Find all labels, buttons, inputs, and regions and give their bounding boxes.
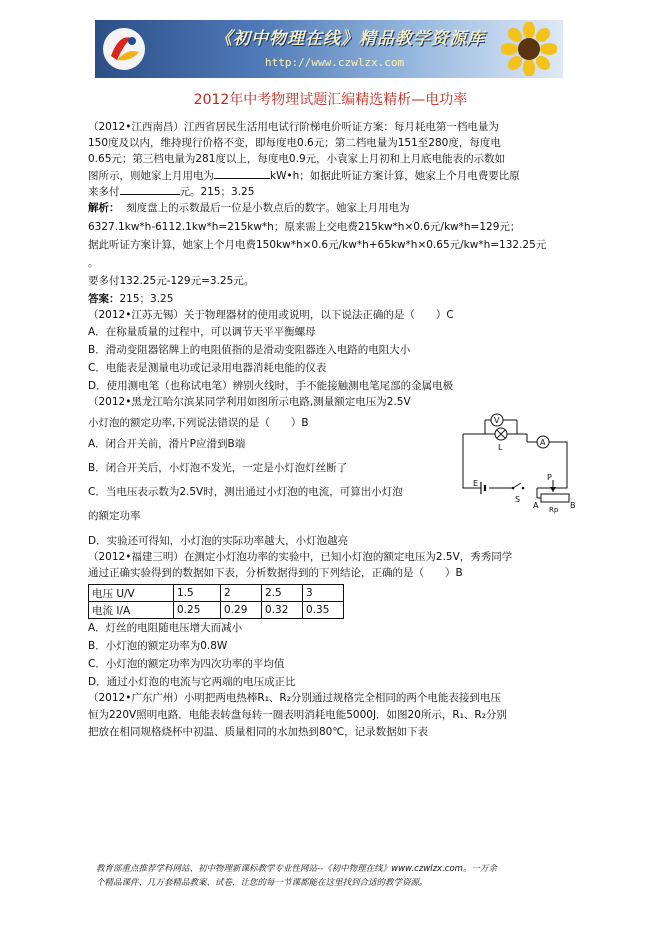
table-cell: 0.25: [174, 602, 221, 619]
site-logo-icon: [101, 26, 147, 72]
table-row: [89, 602, 344, 619]
q3-option-c: C．当电压表示数为2.5V时，测出通过小灯泡的电流，可算出小灯泡: [88, 486, 403, 498]
q1-analysis-line-1: [88, 201, 410, 215]
end-b-label: B: [570, 501, 575, 510]
q1-line-5: [88, 184, 254, 199]
table-cell: 电压 U/V: [89, 585, 174, 602]
answer-blank: [214, 168, 270, 179]
analysis-text: 刻度盘上的示数最后一位是小数点后的数字。她家上月用电为: [126, 202, 410, 214]
voltmeter-label: V: [494, 416, 500, 425]
q5-line-1: （2012•广东广州）小明把两电热棒R₁、R₂分别通过规格完全相同的两个电能表接到电压: [88, 692, 501, 704]
sunflower-icon: [501, 22, 557, 76]
q1-line-3: 0.65元；第三档电量为281度以上，每度电0.9元，小袁家上月初和上月底电能表的示数如: [88, 153, 506, 165]
q2-option-d: D．使用测电笔（也称试电笔）辨别火线时，手不能接触测电笔尾部的金属电极: [88, 380, 454, 392]
switch-label: S: [515, 495, 521, 504]
ammeter-label: A: [540, 438, 546, 447]
q4-stem-2: 通过正确实验得到的数据如下表，分析数据得到的下列结论，正确的是（ ）B: [88, 567, 463, 579]
q2-option-c: C．电能表是测量电功或记录用电器消耗电能的仪表: [88, 362, 327, 374]
q3-option-d: D．实验还可得知，小灯泡的实际功率越大，小灯泡越亮: [88, 535, 349, 547]
q1-line-4: [88, 168, 520, 183]
end-a-label: A: [533, 501, 539, 510]
header-banner: [95, 20, 563, 78]
table-cell: 0.35: [303, 602, 344, 619]
q2-stem: （2012•江苏无锡）关于物理器材的使用或说明，以下说法正确的是（ ）C: [88, 309, 454, 321]
q3-stem-1: （2012•黑龙江哈尔滨某同学利用如图所示电路,测量额定电压为2.5V: [88, 396, 411, 408]
table-cell: 3: [303, 585, 344, 602]
analysis-label: 解析：: [88, 202, 120, 214]
q1-line-2: 150度及以内，维持现行价格不变，即每度电0.6元；第二档电量为151至280度，每度电: [88, 137, 501, 149]
q3-option-c-cont: 的额定功率: [88, 510, 141, 522]
lamp-label: L: [498, 443, 503, 452]
table-cell: 0.32: [262, 602, 303, 619]
q4-option-c: C．小灯泡的额定功率为四次功率的平均值: [88, 658, 285, 670]
document-title: 2012年中考物理试题汇编精选精析—电功率: [193, 92, 468, 108]
table-cell: 2: [221, 585, 262, 602]
footer-line-2: 个精品课件、几万套精品教案、试卷，让您的每一节课都能在这里找到合适的教学资源。: [96, 878, 428, 888]
q1-line-1: （2012•江西南昌）江西省居民生活用电试行阶梯电价听证方案：每月耗电第一档电量为: [88, 121, 499, 133]
q3-option-b: B．闭合开关后，小灯泡不发光，一定是小灯泡灯丝断了: [88, 462, 348, 474]
footer-line-1: 教育部重点推荐学科网站、初中物理新课标教学专业性网站--《初中物理在线》www.czwlzx.com。一万余: [96, 864, 497, 874]
answer-text: 215；3.25: [119, 293, 174, 305]
data-table: [88, 584, 344, 619]
table-cell: 2.5: [262, 585, 303, 602]
slider-label: P: [547, 473, 552, 482]
q1-line-4-start: 图所示，则她家上月用电为: [88, 170, 214, 182]
answer-label: 答案：: [88, 293, 120, 305]
table-cell: 1.5: [174, 585, 221, 602]
q1-line-5-end: 元。215；3.25: [179, 186, 255, 198]
q1-line-4-end: kW•h；如据此听证方案计算，她家上个月电费要比原: [270, 170, 520, 182]
q3-option-a: A．闭合开关前，滑片P应滑到B端: [88, 438, 246, 450]
circuit-diagram: [455, 408, 575, 518]
q1-analysis-line-2: 6327.1kw*h-6112.1kw*h=215kw*h；原来需上交电费215kw*h×0.6元/kw*h=129元；: [88, 221, 521, 233]
banner-title: 《初中物理在线》精品教学资源库: [215, 29, 485, 49]
q1-line-5-start: 来多付: [88, 186, 120, 198]
table-row: [89, 585, 344, 602]
q2-option-b: B．滑动变阻器铭牌上的电阻值指的是滑动变阻器连入电路的电阻大小: [88, 344, 411, 356]
q2-option-a: A．在称量质量的过程中，可以调节天平平衡螺母: [88, 326, 316, 338]
q4-option-a: A．灯丝的电阻随电压增大而减小: [88, 622, 243, 634]
q4-option-b: B．小灯泡的额定功率为0.8W: [88, 640, 228, 652]
q1-analysis-line-4: 。: [88, 257, 99, 269]
answer-blank: [120, 184, 180, 195]
table-cell: 0.29: [221, 602, 262, 619]
table-cell: 电流 I/A: [89, 602, 174, 619]
battery-label: E: [473, 479, 479, 488]
q1-analysis-line-3: 据此听证方案计算，她家上个月电费150kw*h×0.6元/kw*h+65kw*h×0.65元/kw*h=132.25元: [88, 239, 547, 251]
q3-stem-2: 小灯泡的额定功率,下列说法错误的是（ ）B: [88, 417, 309, 429]
q5-line-3: 把放在相同规格烧杯中初温、质量相同的水加热到80℃，记录数据如下表: [88, 726, 429, 738]
q1-analysis-line-5: 要多付132.25元-129元=3.25元。: [88, 275, 255, 287]
q5-line-2: 恒为220V照明电路．电能表转盘每转一圈表明消耗电能5000J．如图20所示，R₁、R₂分别: [88, 709, 507, 721]
q1-answer-line: [88, 292, 173, 306]
banner-url: http://www.czwlzx.com: [265, 56, 405, 69]
q4-option-d: D．通过小灯泡的电流与它两端的电压成正比: [88, 676, 296, 688]
q4-stem-1: （2012•福建三明）在测定小灯泡功率的实验中，已知小灯泡的额定电压为2.5V，秀秀同学: [88, 551, 513, 563]
rheostat-label: Rp: [549, 506, 559, 514]
